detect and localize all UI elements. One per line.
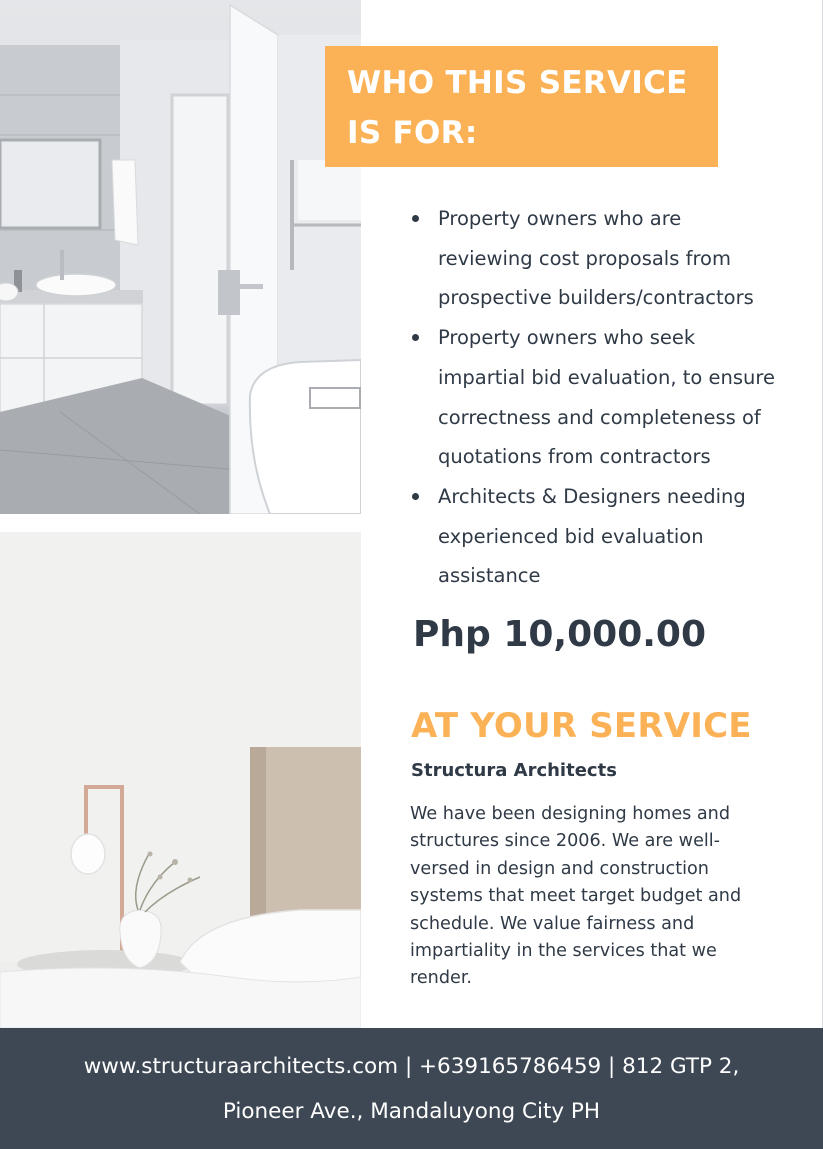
company-name: Structura Architects	[411, 760, 617, 781]
bullet-icon	[412, 493, 419, 500]
audience-item-line: reviewing cost proposals from	[438, 246, 731, 270]
audience-item	[410, 318, 800, 477]
audience-item	[410, 477, 800, 596]
bullet-icon	[412, 215, 419, 222]
bathroom-photo	[0, 0, 361, 514]
audience-item-line: impartial bid evaluation, to ensure	[438, 365, 775, 389]
company-description	[410, 801, 780, 993]
contact-footer	[0, 1028, 823, 1149]
company-description-line: We have been designing homes and	[410, 804, 731, 824]
bullet-icon	[412, 334, 419, 341]
audience-item-line: Property owners who are	[438, 207, 682, 230]
audience-heading-box	[325, 46, 718, 167]
audience-heading	[347, 58, 697, 158]
company-description-line: systems that meet target budget and	[410, 886, 742, 907]
audience-item-line: prospective builders/contractors	[438, 286, 754, 310]
company-description-line: versed in design and construction	[410, 858, 709, 879]
audience-list	[410, 199, 800, 596]
company-description-line: impartiality in the services that we	[410, 941, 717, 962]
audience-item-line: Architects & Designers needing	[438, 484, 746, 508]
audience-item	[410, 199, 800, 318]
audience-item-line: correctness and completeness of	[438, 405, 761, 429]
audience-heading-line-1: WHO THIS SERVICE	[347, 65, 688, 101]
company-description-line: render.	[410, 968, 473, 989]
contact-line-2: Pioneer Ave., Mandaluyong City PH	[222, 1098, 601, 1124]
bedroom-photo	[0, 532, 361, 1028]
service-price: Php 10,000.00	[413, 614, 707, 655]
audience-item-line: quotations from contractors	[438, 445, 711, 469]
audience-item-line: Property owners who seek	[438, 326, 696, 350]
audience-item-line: assistance	[438, 564, 541, 588]
audience-item-line: experienced bid evaluation	[438, 524, 704, 548]
audience-heading-line-2: IS FOR:	[347, 115, 478, 151]
company-description-line: schedule. We value fairness and	[410, 913, 695, 934]
contact-line-1: www.structuraarchitects.com | +639165786459 | 812 GTP 2,	[83, 1053, 740, 1079]
company-description-line: structures since 2006. We are well-	[410, 831, 721, 852]
service-title: AT YOUR SERVICE	[411, 706, 752, 746]
